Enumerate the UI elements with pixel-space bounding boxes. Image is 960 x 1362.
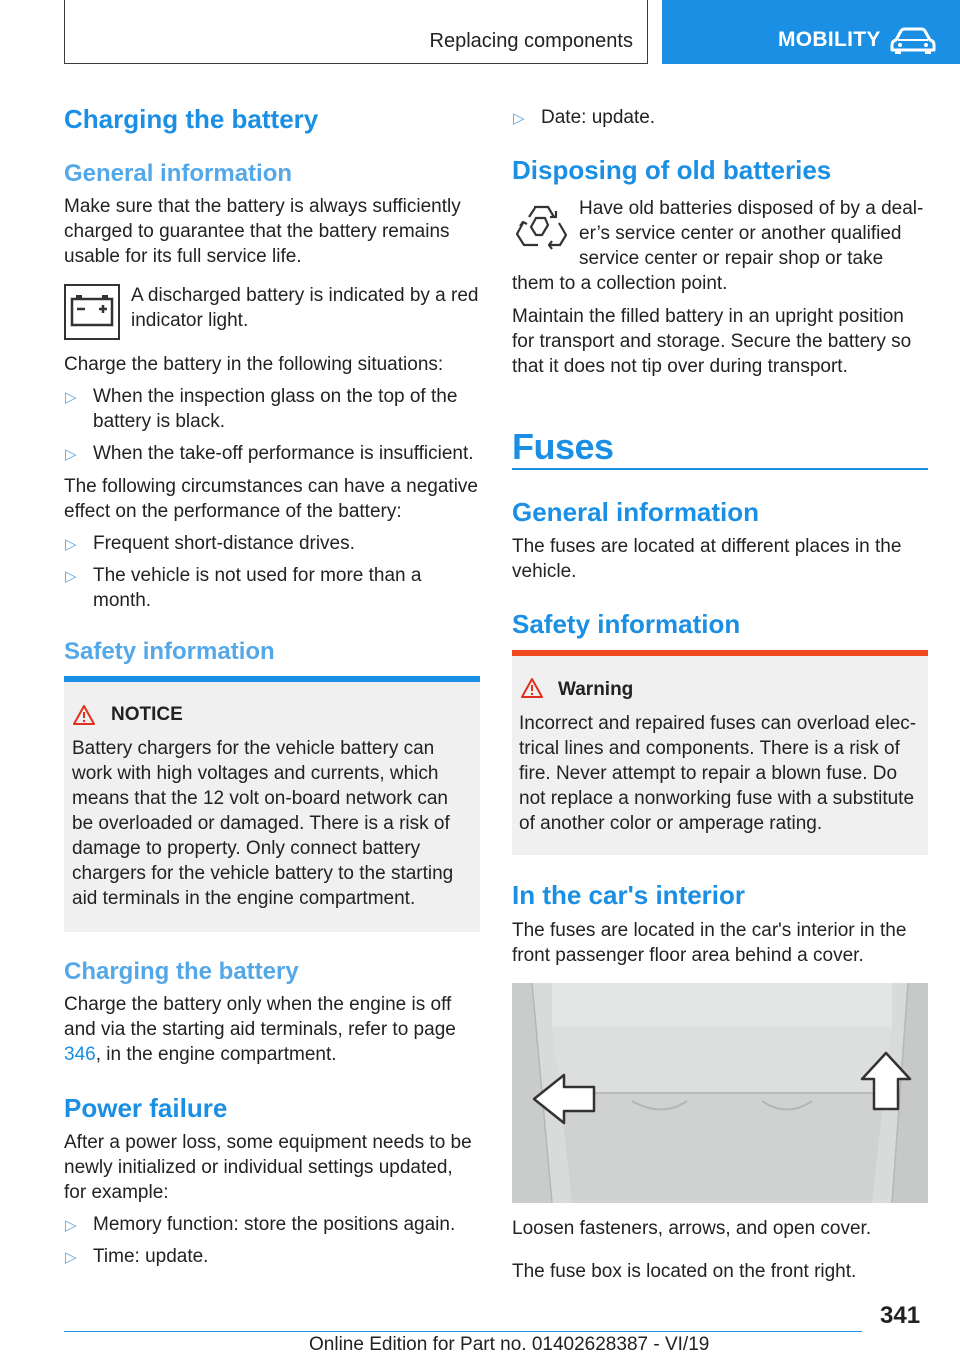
recycling-icon <box>514 199 568 253</box>
maintain-text: Maintain the filled battery in an upright position for transport and storage. Secure the battery so that it does not tip over during transport. <box>512 306 912 377</box>
bullet-triangle-icon: ▷ <box>65 536 77 553</box>
list-item: ▷ Frequent short-distance drives. <box>64 531 480 556</box>
footer-rule <box>64 1331 862 1332</box>
fusebox-text: The fuse box is located on the front right. <box>512 1261 857 1282</box>
footer-edition: Online Edition for Part no. 01402628387 - VI/19 <box>309 1334 710 1355</box>
notice-warning-icon <box>72 704 96 731</box>
bullet-triangle-icon: ▷ <box>65 446 77 463</box>
warning-bar <box>512 650 928 656</box>
list-item: ▷ Date: update. <box>512 105 928 130</box>
car-icon <box>890 26 936 54</box>
warning-body: Incorrect and repaired fuses can overload elec-trical lines and components. There is a risk of fire. Never attempt to repair a blown fuse. Do not replace a nonworking fuse with a substitute of another color or amperage rating. <box>519 713 917 834</box>
header-section-box <box>64 0 648 64</box>
general-info-text: Make sure that the battery is always sufficiently charged to guarantee that the battery remains usable for its full service life. <box>64 196 461 267</box>
charging-title: Charging the battery <box>64 104 319 134</box>
safety-info-heading: Safety information <box>64 638 275 665</box>
notice-body: Battery chargers for the vehicle battery can work with high voltages and currents, which means that the 12 volt on-board network can be overloaded or damaged. There is a risk of damage to property. Only connect battery chargers for the vehicle battery to the starting aid terminals in the engine compartment. <box>72 738 454 909</box>
page-number: 341 <box>880 1302 921 1329</box>
disposing-text-2: them to a collection point. <box>512 273 728 294</box>
power-failure-heading: Power failure <box>64 1093 228 1123</box>
circumstances-intro: The following circumstances can have a negative effect on the performance of the battery: <box>64 476 479 522</box>
list-item: ▷ When the take-off performance is insufficient. <box>64 441 480 466</box>
fuses-general-text: The fuses are located at different places in the vehicle. <box>512 536 902 582</box>
bullet-triangle-icon: ▷ <box>65 568 77 585</box>
bullet-triangle-icon: ▷ <box>65 1217 77 1234</box>
general-info-heading: General information <box>64 160 293 187</box>
battery-warning-icon <box>64 284 120 340</box>
charging-text: Charge the battery only when the engine is off and via the starting aid terminals, refer to page 346, in the engine compartment. <box>64 994 456 1065</box>
notice-title: NOTICE <box>111 704 183 725</box>
warning-triangle-icon <box>520 677 544 704</box>
fuses-rule <box>512 468 928 470</box>
fuse-cover-photo <box>512 983 928 1203</box>
situations-intro: Charge the battery in the following situations: <box>64 354 444 375</box>
loosen-text: Loosen fasteners, arrows, and open cover. <box>512 1218 872 1239</box>
header-section-title: Replacing components <box>429 30 633 52</box>
disposing-text-1: Have old batteries disposed of by a deal-er’s service center or another qualified service center or repair shop or take <box>579 198 924 269</box>
power-failure-text: After a power loss, some equipment needs to be newly initialized or individual settings updated, for example: <box>64 1132 472 1203</box>
bullet-triangle-icon: ▷ <box>513 110 525 127</box>
list-item: ▷ Memory function: store the positions again. <box>64 1212 480 1237</box>
fuses-safety-heading: Safety information <box>512 609 741 639</box>
bullet-triangle-icon: ▷ <box>65 389 77 406</box>
list-item: ▷ Time: update. <box>64 1244 480 1269</box>
interior-text: The fuses are located in the car's interior in the front passenger floor area behind a cover. <box>512 920 907 966</box>
notice-box <box>64 676 480 932</box>
charging-heading: Charging the battery <box>64 958 299 985</box>
warning-box <box>512 650 928 855</box>
disposing-heading: Disposing of old batteries <box>512 155 832 185</box>
header-chapter-tab[interactable] <box>662 0 960 64</box>
notice-bar <box>64 676 480 682</box>
indicator-text: A discharged battery is indicated by a red indicator light. <box>131 285 479 331</box>
header-chapter-label: MOBILITY <box>778 28 881 51</box>
fuses-heading: Fuses <box>512 426 614 467</box>
fuses-general-heading: General information <box>512 497 760 527</box>
warning-title: Warning <box>558 679 634 700</box>
bullet-triangle-icon: ▷ <box>65 1249 77 1266</box>
list-item: ▷ When the inspection glass on the top of the battery is black. <box>65 386 458 432</box>
list-item: ▷ The vehicle is not used for more than a month. <box>65 565 422 611</box>
page-link[interactable]: 346 <box>64 1044 96 1065</box>
interior-heading: In the car's interior <box>512 880 746 910</box>
